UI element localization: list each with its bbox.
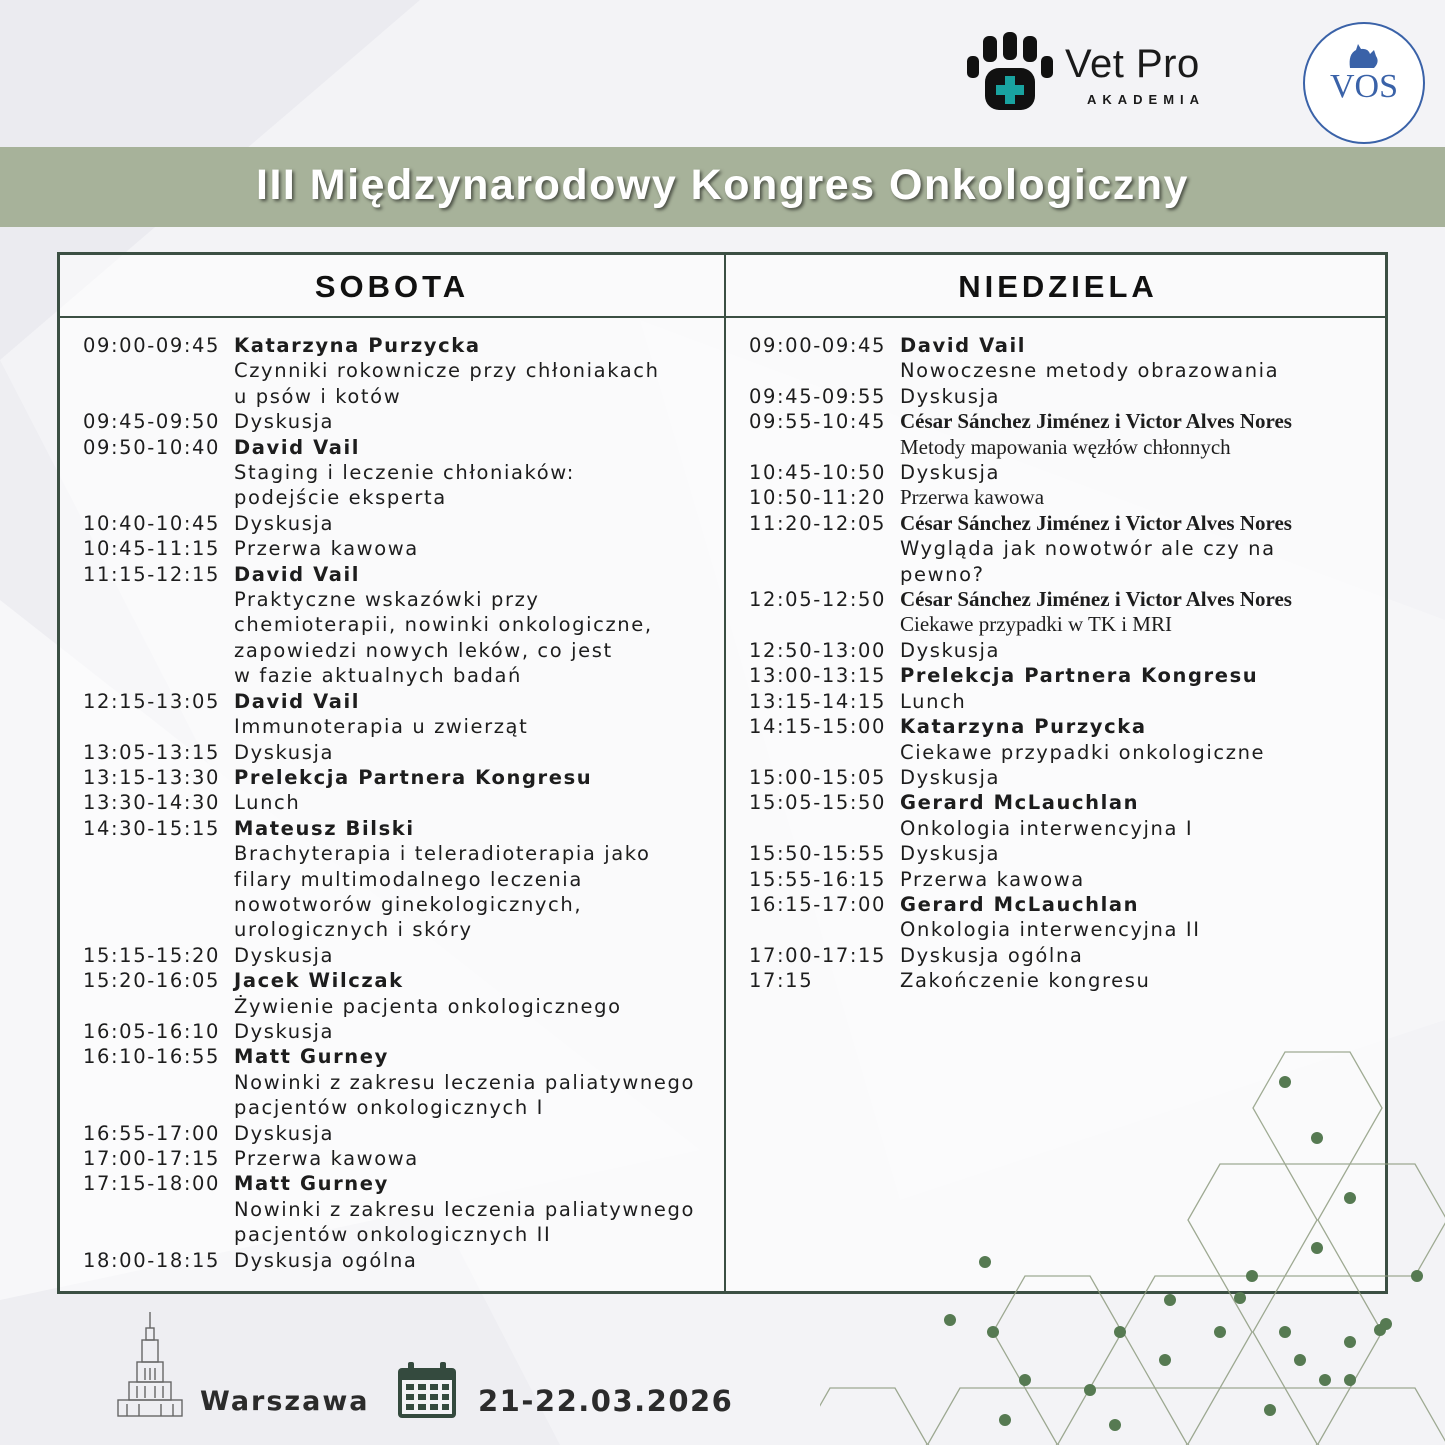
session-text: Dyskusja (900, 842, 1001, 866)
session-text: Nowoczesne metody obrazowania (900, 359, 1280, 383)
sunday-header: NIEDZIELA (958, 269, 1158, 304)
location-text: Warszawa (200, 1386, 370, 1417)
session-speaker: César Sánchez Jiménez i Victor Alves Nores (900, 409, 1292, 434)
schedule-row (83, 917, 695, 942)
time-slot: 09:45-09:55 (749, 384, 887, 408)
session-text: Dyskusja (234, 1121, 335, 1145)
time-slot: 09:00-09:45 (749, 334, 887, 357)
schedule-row (749, 663, 1292, 688)
session-text: Dyskusja (234, 943, 335, 967)
title-bar (0, 147, 1445, 227)
time-slot: 12:15-13:05 (83, 689, 221, 713)
session-text: Wygląda jak nowotwór ale czy na (900, 537, 1276, 561)
time-slot (749, 917, 900, 942)
session-speaker: Matt Gurney (234, 1045, 389, 1069)
schedule-row (749, 917, 1292, 942)
session-text: Dyskusja (900, 765, 1001, 789)
time-slot: 16:05-16:10 (83, 1019, 221, 1043)
time-slot: 17:00-17:15 (83, 1147, 221, 1170)
schedule-row (749, 435, 1292, 460)
pets-icon (1344, 40, 1384, 70)
time-slot: 13:15-14:15 (749, 689, 887, 713)
time-slot (83, 587, 234, 612)
time-slot: 12:05-12:50 (749, 588, 887, 612)
session-text: Dyskusja (234, 511, 335, 535)
vos-name: VOS (1329, 68, 1399, 105)
vetpro-subtitle: AKADEMIA (1087, 92, 1206, 107)
schedule-row (83, 1222, 695, 1247)
time-slot: 17:00-17:15 (749, 943, 887, 967)
time-slot: 09:00-09:45 (83, 334, 221, 357)
session-text: Staging i leczenie chłoniaków: (234, 461, 575, 485)
time-slot: 09:55-10:45 (749, 410, 887, 434)
saturday-header: SOBOTA (314, 269, 470, 304)
schedule-row (83, 409, 695, 434)
time-slot (83, 1070, 234, 1095)
time-slot (83, 358, 234, 383)
session-text: Brachyterapia i teleradioterapia jako (234, 842, 651, 866)
schedule-row (749, 714, 1292, 739)
schedule-row (83, 333, 695, 358)
session-speaker: Gerard McLauchlan (900, 791, 1140, 815)
schedule-row (749, 790, 1292, 815)
session-text: nowotworów ginekologicznych, (234, 892, 583, 916)
schedule-row (749, 485, 1292, 510)
page-title: III Międzynarodowy Kongres Onkologiczny (256, 161, 1189, 209)
schedule-row (749, 943, 1292, 968)
session-speaker: Jacek Wilczak (234, 969, 404, 993)
schedule-row (749, 536, 1292, 561)
schedule-row (749, 511, 1292, 536)
time-slot (749, 612, 900, 637)
session-text: Przerwa kawowa (234, 1147, 419, 1170)
schedule-row (83, 587, 695, 612)
time-slot: 11:20-12:05 (749, 511, 887, 535)
session-text: Lunch (234, 791, 301, 815)
session-speaker: David Vail (234, 435, 361, 459)
schedule-row (83, 790, 695, 815)
session-text: Przerwa kawowa (234, 537, 419, 561)
schedule-row (749, 587, 1292, 612)
session-text: Nowinki z zakresu leczenia paliatywnego (234, 1197, 695, 1221)
schedule-row (83, 1095, 695, 1120)
schedule-row (83, 841, 695, 866)
session-speaker: Katarzyna Purzycka (234, 334, 481, 357)
session-text: pacjentów onkologicznych I (234, 1096, 544, 1120)
schedule-row (83, 1070, 695, 1095)
session-text: chemioterapii, nowinki onkologiczne, (234, 613, 653, 637)
time-slot: 13:30-14:30 (83, 791, 221, 815)
schedule-row (83, 536, 695, 561)
schedule-row (749, 409, 1292, 434)
session-text: filary multimodalnego leczenia (234, 867, 583, 891)
vetpro-logo (965, 32, 1225, 122)
session-text: pewno? (900, 562, 985, 586)
time-slot: 09:50-10:40 (83, 435, 221, 459)
time-slot: 18:00-18:15 (83, 1248, 221, 1272)
session-text: Lunch (900, 689, 967, 713)
schedule-row (83, 511, 695, 536)
sunday-schedule (749, 333, 1292, 994)
schedule-row (83, 358, 695, 383)
session-text: Dyskusja (234, 410, 335, 434)
session-text: urologicznych i skóry (234, 918, 473, 942)
schedule-row (83, 1248, 695, 1273)
schedule-row (83, 562, 695, 587)
session-text: Dyskusja ogólna (900, 943, 1084, 967)
time-slot: 09:45-09:50 (83, 410, 221, 434)
session-text: Dyskusja (900, 461, 1001, 485)
session-text: Przerwa kawowa (900, 485, 1045, 510)
time-slot (83, 892, 234, 917)
schedule-row (83, 1019, 695, 1044)
saturday-schedule (83, 333, 695, 1273)
time-slot: 10:40-10:45 (83, 511, 221, 535)
schedule-row (749, 740, 1292, 765)
session-text: Nowinki z zakresu leczenia paliatywnego (234, 1070, 695, 1094)
palace-of-culture-icon (115, 1312, 185, 1418)
time-slot (749, 358, 900, 383)
time-slot: 13:05-13:15 (83, 740, 221, 764)
date-text: 21-22.03.2026 (478, 1384, 734, 1418)
schedule-row (83, 485, 695, 510)
paw-cross-icon (965, 32, 1055, 112)
time-slot (749, 536, 900, 561)
schedule-row (749, 333, 1292, 358)
header-divider (60, 316, 1385, 318)
time-slot (83, 1222, 234, 1247)
session-text: Dyskusja (900, 638, 1001, 662)
time-slot (83, 917, 234, 942)
schedule-row (83, 1044, 695, 1069)
session-text: Metody mapowania węzłów chłonnych (900, 434, 1231, 459)
session-text: zapowiedzi nowych leków, co jest (234, 638, 613, 662)
schedule-row (749, 867, 1292, 892)
schedule-row (83, 892, 695, 917)
schedule-row (749, 460, 1292, 485)
schedule-row (83, 638, 695, 663)
logos (965, 22, 1425, 132)
time-slot (749, 740, 900, 765)
column-divider (724, 255, 726, 1291)
schedule-row (83, 435, 695, 460)
schedule-row (83, 1121, 695, 1146)
time-slot (83, 714, 234, 739)
time-slot: 16:55-17:00 (83, 1121, 221, 1145)
time-slot: 13:00-13:15 (749, 664, 887, 688)
session-speaker: David Vail (900, 334, 1027, 357)
hexagon-network-decoration (820, 1030, 1445, 1445)
schedule-row (749, 841, 1292, 866)
time-slot: 17:15-18:00 (83, 1172, 221, 1196)
schedule-row (749, 384, 1292, 409)
schedule-row (83, 714, 695, 739)
session-speaker: Prelekcja Partnera Kongresu (900, 664, 1259, 688)
schedule-row (83, 689, 695, 714)
time-slot: 13:15-13:30 (83, 765, 221, 789)
session-speaker: César Sánchez Jiménez i Victor Alves Nores (900, 587, 1292, 612)
time-slot (83, 841, 234, 866)
session-speaker: Matt Gurney (234, 1172, 389, 1196)
time-slot (749, 435, 900, 460)
session-text: Ciekawe przypadki w TK i MRI (900, 612, 1172, 637)
session-text: Onkologia interwencyjna II (900, 918, 1201, 942)
session-speaker: Prelekcja Partnera Kongresu (234, 765, 593, 789)
schedule-row (83, 1171, 695, 1196)
time-slot: 15:50-15:55 (749, 842, 887, 866)
schedule-row (749, 689, 1292, 714)
calendar-icon (398, 1362, 456, 1418)
vos-logo (1303, 22, 1425, 144)
time-slot (83, 460, 234, 485)
session-text: Czynniki rokownicze przy chłoniakach (234, 359, 660, 383)
session-speaker: Gerard McLauchlan (900, 892, 1140, 916)
schedule-row (749, 638, 1292, 663)
session-text: podejście eksperta (234, 486, 447, 510)
session-text: u psów i kotów (234, 384, 402, 408)
time-slot (83, 663, 234, 688)
schedule-row (83, 765, 695, 790)
schedule-row (83, 968, 695, 993)
time-slot (83, 867, 234, 892)
time-slot (83, 485, 234, 510)
schedule-row (83, 816, 695, 841)
session-text: Ciekawe przypadki onkologiczne (900, 740, 1266, 764)
session-speaker: César Sánchez Jiménez i Victor Alves Nores (900, 510, 1292, 535)
time-slot: 15:20-16:05 (83, 969, 221, 993)
session-speaker: David Vail (234, 562, 361, 586)
session-text: Zakończenie kongresu (900, 969, 1151, 993)
schedule-row (83, 867, 695, 892)
time-slot (83, 994, 234, 1019)
time-slot (749, 816, 900, 841)
time-slot: 15:55-16:15 (749, 867, 887, 891)
session-text: Dyskusja ogólna (234, 1248, 418, 1272)
session-text: Praktyczne wskazówki przy (234, 588, 540, 612)
schedule-row (749, 765, 1292, 790)
time-slot (83, 1095, 234, 1120)
schedule-row (83, 1146, 695, 1171)
time-slot: 10:45-11:15 (83, 537, 221, 561)
time-slot: 14:30-15:15 (83, 816, 221, 840)
schedule-row (749, 358, 1292, 383)
time-slot (83, 638, 234, 663)
session-speaker: Mateusz Bilski (234, 816, 415, 840)
time-slot: 17:15 (749, 969, 814, 993)
time-slot: 14:15-15:00 (749, 715, 887, 739)
session-text: Dyskusja (234, 740, 335, 764)
time-slot: 16:15-17:00 (749, 892, 887, 916)
schedule-row (749, 612, 1292, 637)
session-text: Dyskusja (234, 1019, 335, 1043)
session-text: pacjentów onkologicznych II (234, 1223, 552, 1247)
time-slot (83, 612, 234, 637)
session-text: w fazie aktualnych badań (234, 664, 523, 688)
time-slot: 10:50-11:20 (749, 486, 887, 510)
time-slot: 15:00-15:05 (749, 765, 887, 789)
schedule-row (83, 943, 695, 968)
time-slot (749, 562, 900, 587)
schedule-row (83, 612, 695, 637)
schedule-row (749, 892, 1292, 917)
time-slot: 16:10-16:55 (83, 1045, 221, 1069)
schedule-row (749, 968, 1292, 993)
time-slot (83, 384, 234, 409)
session-speaker: Katarzyna Purzycka (900, 715, 1147, 739)
schedule-row (83, 1197, 695, 1222)
vetpro-name: Vet Pro (1065, 42, 1200, 86)
session-text: Immunoterapia u zwierząt (234, 715, 529, 739)
time-slot: 10:45-10:50 (749, 461, 887, 485)
time-slot: 11:15-12:15 (83, 562, 221, 586)
time-slot: 12:50-13:00 (749, 638, 887, 662)
session-speaker: David Vail (234, 689, 361, 713)
session-text: Żywienie pacjenta onkologicznego (234, 994, 622, 1018)
schedule-row (749, 816, 1292, 841)
session-text: Onkologia interwencyjna I (900, 816, 1194, 840)
time-slot: 15:15-15:20 (83, 943, 221, 967)
schedule-row (83, 994, 695, 1019)
session-text: Przerwa kawowa (900, 867, 1085, 891)
session-text: Dyskusja (900, 384, 1001, 408)
schedule-row (83, 460, 695, 485)
time-slot (83, 1197, 234, 1222)
schedule-row (83, 740, 695, 765)
schedule-row (749, 562, 1292, 587)
schedule-row (83, 384, 695, 409)
schedule-row (83, 663, 695, 688)
time-slot: 15:05-15:50 (749, 791, 887, 815)
